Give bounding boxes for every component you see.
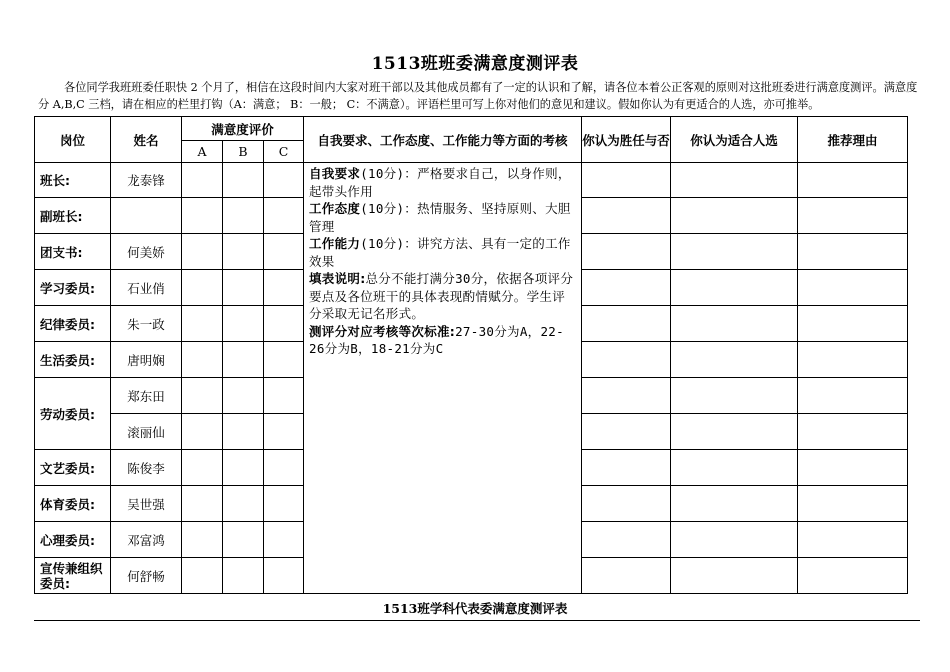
grade-b-cell[interactable]	[223, 450, 264, 486]
reason-cell[interactable]	[798, 414, 908, 450]
grade-a-cell[interactable]	[182, 270, 223, 306]
grade-c-cell[interactable]	[264, 486, 304, 522]
grade-b-cell[interactable]	[223, 163, 264, 198]
name-cell: 陈俊李	[111, 450, 182, 486]
criteria-self: 自我要求(10分)：严格要求自己，以身作则，起带头作用	[309, 166, 571, 199]
suitable-cell[interactable]	[671, 378, 798, 414]
grade-b-cell[interactable]	[223, 342, 264, 378]
competent-cell[interactable]	[582, 522, 671, 558]
criteria-attitude: 工作态度(10分)：热情服务、坚持原则、大胆管理	[309, 201, 571, 234]
grade-c-cell[interactable]	[264, 450, 304, 486]
grade-c-cell[interactable]	[264, 558, 304, 594]
grade-a-cell[interactable]	[182, 486, 223, 522]
grade-b-cell[interactable]	[223, 414, 264, 450]
header-assessment: 自我要求、工作态度、工作能力等方面的考核	[304, 117, 582, 163]
divider-line	[34, 620, 920, 621]
grade-c-cell[interactable]	[264, 270, 304, 306]
position-cell: 班长:	[35, 163, 111, 198]
header-suitable: 你认为适合人选	[671, 117, 798, 163]
reason-cell[interactable]	[798, 163, 908, 198]
grade-a-cell[interactable]	[182, 342, 223, 378]
name-cell: 唐明娴	[111, 342, 182, 378]
competent-cell[interactable]	[582, 270, 671, 306]
header-reason: 推荐理由	[798, 117, 908, 163]
suitable-cell[interactable]	[671, 342, 798, 378]
competent-cell[interactable]	[582, 558, 671, 594]
grade-a-cell[interactable]	[182, 306, 223, 342]
competent-cell[interactable]	[582, 163, 671, 198]
table-row	[35, 163, 908, 198]
reason-cell[interactable]	[798, 234, 908, 270]
name-cell: 石业俏	[111, 270, 182, 306]
name-cell: 郑东田	[111, 378, 182, 414]
suitable-cell[interactable]	[671, 270, 798, 306]
reason-cell[interactable]	[798, 450, 908, 486]
position-cell: 团支书:	[35, 234, 111, 270]
grade-a-cell[interactable]	[182, 234, 223, 270]
reason-cell[interactable]	[798, 522, 908, 558]
grade-b-cell[interactable]	[223, 378, 264, 414]
position-cell: 体育委员:	[35, 486, 111, 522]
header-grade-c: C	[264, 141, 304, 163]
reason-cell[interactable]	[798, 198, 908, 234]
header-satisfaction: 满意度评价	[182, 117, 304, 141]
competent-cell[interactable]	[582, 198, 671, 234]
grade-b-cell[interactable]	[223, 198, 264, 234]
competent-cell[interactable]	[582, 414, 671, 450]
grade-c-cell[interactable]	[264, 522, 304, 558]
grade-c-cell[interactable]	[264, 378, 304, 414]
header-position: 岗位	[35, 117, 111, 163]
position-cell: 学习委员:	[35, 270, 111, 306]
grade-b-cell[interactable]	[223, 486, 264, 522]
evaluation-table	[34, 116, 908, 594]
competent-cell[interactable]	[582, 378, 671, 414]
position-cell: 副班长:	[35, 198, 111, 234]
name-cell: 滚丽仙	[111, 414, 182, 450]
suitable-cell[interactable]	[671, 306, 798, 342]
name-cell: 朱一政	[111, 306, 182, 342]
grade-a-cell[interactable]	[182, 198, 223, 234]
grade-c-cell[interactable]	[264, 163, 304, 198]
grade-a-cell[interactable]	[182, 163, 223, 198]
assessment-criteria	[304, 163, 582, 594]
criteria-grade-standard: 测评分对应考核等次标准:27-30分为A，22-26分为B，18-21分为C	[309, 323, 564, 356]
suitable-cell[interactable]	[671, 234, 798, 270]
grade-b-cell[interactable]	[223, 558, 264, 594]
suitable-cell[interactable]	[671, 198, 798, 234]
position-cell: 文艺委员:	[35, 450, 111, 486]
page-title: 1513班班委满意度测评表	[371, 54, 579, 74]
suitable-cell[interactable]	[671, 450, 798, 486]
competent-cell[interactable]	[582, 234, 671, 270]
grade-a-cell[interactable]	[182, 414, 223, 450]
intro-paragraph: 各位同学我班班委任职快 2 个月了，相信在这段时间内大家对班干部以及其他成员都有了一定的认识和了解，请各位本着公正客观的原则对这批班委进行满意度测评。满意度分 A,B,C 三档，请在相应的栏里打钩（A：满意； B：一般； C：不满意）。评语栏里可写上你对他们的意见和建议。假如你认为有更适合的人选，亦可推举。	[38, 81, 918, 111]
header-grade-a: A	[182, 141, 223, 163]
grade-b-cell[interactable]	[223, 270, 264, 306]
header-grade-b: B	[223, 141, 264, 163]
name-cell: 龙泰锋	[111, 163, 182, 198]
grade-a-cell[interactable]	[182, 378, 223, 414]
header-competent: 你认为胜任与否	[582, 117, 671, 163]
grade-b-cell[interactable]	[223, 234, 264, 270]
position-cell: 心理委员:	[35, 522, 111, 558]
position-cell: 宣传兼组织委员:	[35, 558, 111, 594]
competent-cell[interactable]	[582, 450, 671, 486]
grade-b-cell[interactable]	[223, 306, 264, 342]
grade-a-cell[interactable]	[182, 558, 223, 594]
name-cell: 何舒畅	[111, 558, 182, 594]
name-cell	[111, 198, 182, 234]
reason-cell[interactable]	[798, 306, 908, 342]
reason-cell[interactable]	[798, 342, 908, 378]
suitable-cell[interactable]	[671, 414, 798, 450]
grade-b-cell[interactable]	[223, 522, 264, 558]
position-cell: 生活委员:	[35, 342, 111, 378]
competent-cell[interactable]	[582, 486, 671, 522]
grade-a-cell[interactable]	[182, 522, 223, 558]
criteria-fill-note: 填表说明:总分不能打满分30分，依据各项评分要点及各位班干的具体表现酌情赋分。学生评分采取无记名形式。	[309, 271, 574, 321]
suitable-cell[interactable]	[671, 163, 798, 198]
grade-c-cell[interactable]	[264, 342, 304, 378]
grade-a-cell[interactable]	[182, 450, 223, 486]
reason-cell[interactable]	[798, 270, 908, 306]
grade-c-cell[interactable]	[264, 234, 304, 270]
name-cell: 何美娇	[111, 234, 182, 270]
competent-cell[interactable]	[582, 342, 671, 378]
grade-c-cell[interactable]	[264, 306, 304, 342]
reason-cell[interactable]	[798, 378, 908, 414]
header-name: 姓名	[111, 117, 182, 163]
position-cell: 劳动委员:	[35, 378, 111, 450]
suitable-cell[interactable]	[671, 558, 798, 594]
suitable-cell[interactable]	[671, 486, 798, 522]
grade-c-cell[interactable]	[264, 414, 304, 450]
suitable-cell[interactable]	[671, 522, 798, 558]
next-table-title: 1513班学科代表委满意度测评表	[382, 601, 568, 616]
grade-c-cell[interactable]	[264, 198, 304, 234]
competent-cell[interactable]	[582, 306, 671, 342]
reason-cell[interactable]	[798, 558, 908, 594]
position-cell: 纪律委员:	[35, 306, 111, 342]
name-cell: 邓富鸿	[111, 522, 182, 558]
reason-cell[interactable]	[798, 486, 908, 522]
criteria-ability: 工作能力(10分)：讲究方法、具有一定的工作效果	[309, 236, 571, 269]
name-cell: 吴世强	[111, 486, 182, 522]
